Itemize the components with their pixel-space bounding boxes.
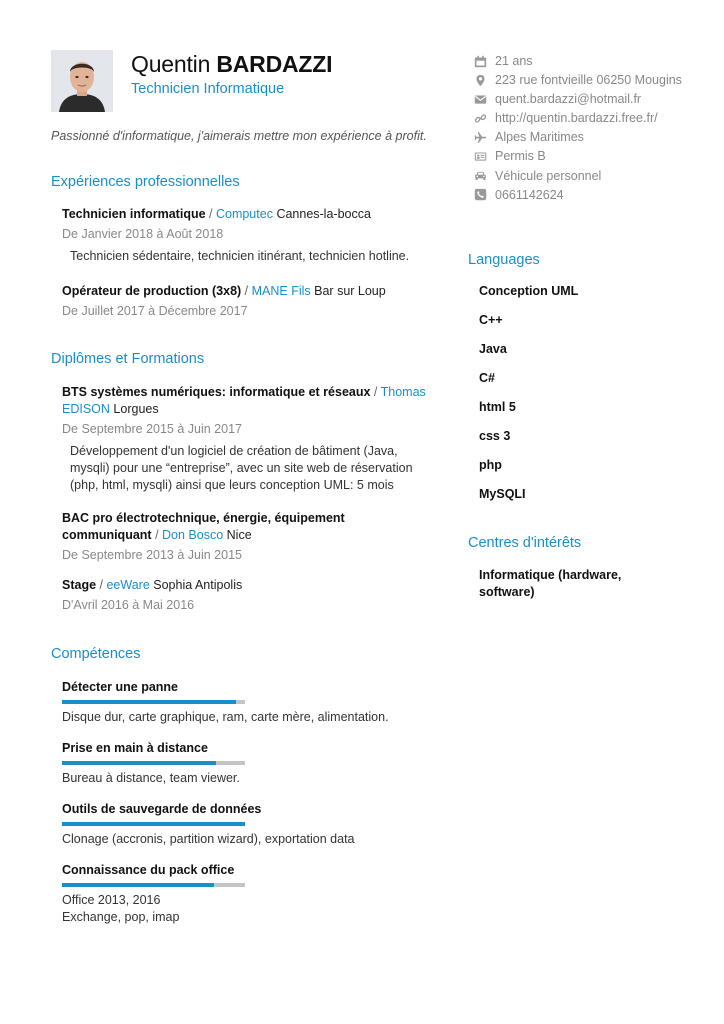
entry-heading: Stage / eeWare Sophia Antipolis — [62, 578, 243, 592]
skill-level-fill — [62, 822, 245, 826]
last-name: BARDAZZI — [216, 51, 333, 77]
language-item: Conception UML — [479, 284, 579, 298]
entry-dates: De Septembre 2015 à Juin 2017 — [62, 422, 242, 436]
entry-heading: Technicien informatique / Computec Cannes-la-bocca — [62, 207, 371, 221]
interests-text: Informatique (hardware, software) — [479, 568, 622, 599]
contact-info — [472, 53, 702, 206]
skill-name: Outils de sauvegarde de données — [62, 802, 262, 816]
section-title-experience: Expériences professionnelles — [51, 174, 240, 190]
skill-name: Prise en main à distance — [62, 741, 208, 755]
language-item: css 3 — [479, 429, 511, 443]
entry-org: eeWare — [106, 578, 150, 592]
skill-level-bar — [62, 700, 245, 704]
contact-region — [472, 129, 702, 146]
language-item: MySQLI — [479, 487, 526, 501]
entry-description: Technicien sédentaire, technicien itinérant, technicien hotline. — [70, 249, 410, 263]
entry-role: BAC pro électrotechnique, énergie, équipement communiquant — [62, 511, 345, 542]
contact-email[interactable] — [472, 91, 702, 108]
contact-text: Véhicule personnel — [495, 168, 602, 183]
education-item — [62, 577, 434, 614]
entry-heading: BAC pro électrotechnique, énergie, équipement communiquant / Don Bosco Nice — [62, 511, 345, 542]
skill-description: Disque dur, carte graphique, ram, carte mère, alimentation. — [62, 710, 389, 724]
entry-org: Computec — [215, 207, 273, 221]
contact-age — [472, 53, 702, 70]
entry-location: Bar sur Loup — [314, 284, 386, 298]
entry-location: Lorgues — [113, 402, 159, 416]
entry-location: Sophia Antipolis — [153, 578, 243, 592]
section-title-interests: Centres d'intérêts — [468, 535, 582, 551]
entry-heading: BTS systèmes numériques: informatique et réseaux / Thomas EDISON Lorgues — [62, 385, 426, 416]
entry-org: MANE Fils — [251, 284, 311, 298]
entry-role: Technicien informatique — [62, 207, 206, 221]
skill-item — [62, 801, 442, 848]
entry-org: Thomas EDISON — [62, 385, 426, 416]
contact-license — [472, 148, 702, 165]
language-item: Java — [479, 342, 507, 356]
location-pin-icon — [472, 72, 488, 88]
skill-description: Bureau à distance, team viewer. — [62, 771, 240, 785]
entry-dates: D'Avril 2016 à Mai 2016 — [62, 598, 195, 612]
skill-level-fill — [62, 761, 216, 765]
envelope-icon — [472, 91, 488, 107]
skill-level-fill — [62, 700, 236, 704]
experience-item — [62, 283, 434, 320]
language-item: C++ — [479, 313, 503, 327]
skill-level-bar — [62, 822, 245, 826]
phone-icon — [472, 187, 488, 203]
entry-location: Cannes-la-bocca — [276, 207, 371, 221]
entry-role: BTS systèmes numériques: informatique et réseaux — [62, 385, 371, 399]
avatar-portrait — [51, 50, 113, 112]
entry-dates: De Janvier 2018 à Août 2018 — [62, 227, 224, 241]
contact-address — [472, 72, 702, 89]
skill-description: Office 2013, 2016 Exchange, pop, imap — [62, 893, 180, 924]
skill-name: Détecter une panne — [62, 680, 179, 694]
languages-list — [479, 284, 578, 516]
contact-text[interactable]: quent.bardazzi@hotmail.fr — [495, 92, 642, 107]
section-title-education: Diplômes et Formations — [51, 351, 205, 367]
section-title-languages: Languages — [468, 252, 540, 268]
entry-role: Stage — [62, 578, 97, 592]
entry-role: Opérateur de production (3x8) — [62, 284, 242, 298]
contact-website[interactable] — [472, 110, 702, 127]
plane-icon — [472, 129, 488, 145]
contact-text: 223 rue fontvieille 06250 Mougins — [495, 73, 682, 88]
skill-item — [62, 740, 442, 787]
first-name: Quentin — [131, 51, 211, 77]
tagline: Passionné d'informatique, j'aimerais mettre mon expérience à profit. — [51, 129, 427, 143]
entry-dates: De Septembre 2013 à Juin 2015 — [62, 548, 242, 562]
language-item: php — [479, 458, 502, 472]
skill-description: Clonage (accronis, partition wizard), exportation data — [62, 832, 355, 846]
language-item: C# — [479, 371, 495, 385]
profile-photo — [51, 50, 113, 112]
education-item — [62, 510, 434, 564]
entry-description: Développement d'un logiciel de création de bâtiment (Java, mysqli) pour une “entreprise”, avec un site web de réservation (php, html, mysqli) ainsi que leurs conception UML: 5 mois — [70, 444, 413, 492]
skill-level-fill — [62, 883, 214, 887]
car-icon — [472, 168, 488, 184]
skill-item — [62, 862, 442, 926]
skill-level-bar — [62, 883, 245, 887]
experience-item — [62, 206, 434, 265]
contact-vehicle — [472, 168, 702, 185]
skill-name: Connaissance du pack office — [62, 863, 235, 877]
contact-text[interactable]: http://quentin.bardazzi.free.fr/ — [495, 111, 658, 126]
contact-text[interactable]: 0661142624 — [495, 187, 564, 202]
contact-text: Alpes Maritimes — [495, 130, 584, 145]
contact-text: Permis B — [495, 149, 546, 164]
entry-location: Nice — [226, 528, 252, 542]
contact-text: 21 ans — [495, 54, 533, 68]
id-card-icon — [472, 148, 488, 164]
calendar-icon — [472, 53, 488, 69]
entry-heading: Opérateur de production (3x8) / MANE Fils Bar sur Loup — [62, 284, 386, 298]
language-item: html 5 — [479, 400, 516, 414]
skill-item — [62, 679, 442, 726]
education-item — [62, 384, 434, 494]
job-title: Technicien Informatique — [131, 81, 285, 97]
person-name — [131, 51, 332, 78]
section-title-skills: Compétences — [51, 646, 141, 662]
link-icon — [472, 110, 488, 126]
entry-org: Don Bosco — [162, 528, 224, 542]
contact-phone[interactable] — [472, 187, 702, 204]
entry-dates: De Juillet 2017 à Décembre 2017 — [62, 304, 248, 318]
skill-level-bar — [62, 761, 245, 765]
